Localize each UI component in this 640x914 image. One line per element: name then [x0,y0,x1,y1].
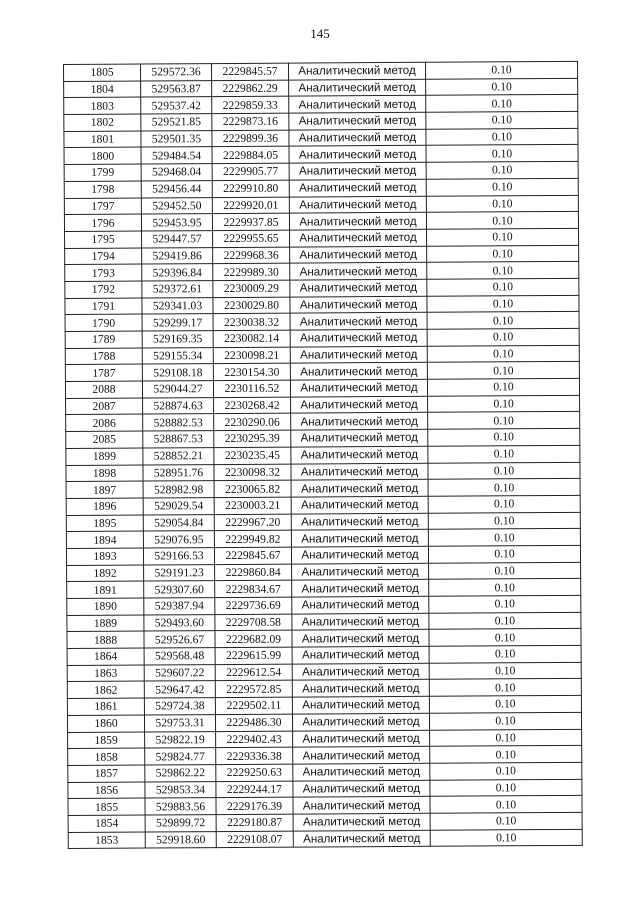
y-coordinate-cell: 2229845.57 [212,63,289,80]
x-coordinate-cell: 529563.87 [141,80,212,97]
method-cell: Аналитический метод [289,162,426,180]
method-cell: Аналитический метод [292,563,429,581]
method-cell: Аналитический метод [291,496,428,514]
method-cell: Аналитический метод [292,630,429,648]
y-coordinate-cell: 2229708.58 [215,614,292,631]
y-coordinate-cell: 2230116.52 [213,380,290,397]
y-coordinate-cell: 2229967.20 [214,514,291,531]
x-coordinate-cell: 528882.53 [143,414,214,431]
method-cell: Аналитический метод [291,396,428,414]
method-cell: Аналитический метод [293,813,430,831]
error-cell: 0.10 [426,111,578,129]
point-number-cell: 1798 [64,181,141,198]
x-coordinate-cell: 529191.23 [144,564,215,581]
method-cell: Аналитический метод [292,580,429,598]
x-coordinate-cell: 529647.42 [144,681,215,698]
error-cell: 0.10 [429,595,581,613]
x-coordinate-cell: 529447.57 [142,230,213,247]
x-coordinate-cell: 529054.84 [143,514,214,531]
point-number-cell: 1863 [67,665,144,682]
x-coordinate-cell: 529572.36 [141,64,212,81]
error-cell: 0.10 [428,512,580,530]
error-cell: 0.10 [427,362,579,380]
method-cell: Аналитический метод [289,96,426,114]
point-number-cell: 1800 [64,147,141,164]
x-coordinate-cell: 529169.35 [142,331,213,348]
method-cell: Аналитический метод [293,746,430,764]
error-cell: 0.10 [429,662,581,680]
x-coordinate-cell: 529372.61 [142,281,213,298]
point-number-cell: 1790 [65,314,142,331]
error-cell: 0.10 [426,128,578,146]
method-cell: Аналитический метод [292,663,429,681]
point-number-cell: 1796 [64,214,141,231]
y-coordinate-cell: 2229905.77 [212,163,289,180]
error-cell: 0.10 [428,462,580,480]
y-coordinate-cell: 2229968.36 [213,247,290,264]
error-cell: 0.10 [428,495,580,513]
y-coordinate-cell: 2229955.65 [213,230,290,247]
y-coordinate-cell: 2229612.54 [215,664,292,681]
x-coordinate-cell: 529724.38 [144,698,215,715]
point-number-cell: 1893 [66,548,143,565]
error-cell: 0.10 [428,479,580,497]
x-coordinate-cell: 529484.54 [141,147,212,164]
x-coordinate-cell: 529493.60 [144,614,215,631]
x-coordinate-cell: 528982.98 [143,481,214,498]
method-cell: Аналитический метод [290,279,427,297]
point-number-cell: 1801 [64,131,141,148]
error-cell: 0.10 [427,278,579,296]
error-cell: 0.10 [428,428,580,446]
coordinates-table [63,61,583,849]
method-cell: Аналитический метод [293,730,430,748]
point-number-cell: 1855 [68,798,145,815]
y-coordinate-cell: 2230154.30 [213,363,290,380]
error-cell: 0.10 [427,295,579,313]
error-cell: 0.10 [427,262,579,280]
y-coordinate-cell: 2230098.21 [213,347,290,364]
method-cell: Аналитический метод [293,830,430,848]
x-coordinate-cell: 529526.67 [144,631,215,648]
x-coordinate-cell: 529468.04 [141,164,212,181]
point-number-cell: 1805 [64,64,141,81]
method-cell: Аналитический метод [293,763,430,781]
point-number-cell: 1804 [64,81,141,98]
x-coordinate-cell: 529076.95 [143,531,214,548]
x-coordinate-cell: 529899.72 [145,815,216,832]
y-coordinate-cell: 2229949.82 [214,530,291,547]
error-cell: 0.10 [427,312,579,330]
method-cell: Аналитический метод [289,146,426,164]
y-coordinate-cell: 2230082.14 [213,330,290,347]
method-cell: Аналитический метод [289,129,426,147]
x-coordinate-cell: 529824.77 [145,748,216,765]
x-coordinate-cell: 529166.53 [143,548,214,565]
point-number-cell: 1803 [64,97,141,114]
y-coordinate-cell: 2230235.45 [214,447,291,464]
method-cell: Аналитический метод [290,329,427,347]
y-coordinate-cell: 2229736.69 [215,597,292,614]
point-number-cell: 1802 [64,114,141,131]
point-number-cell: 1792 [65,281,142,298]
method-cell: Аналитический метод [291,513,428,531]
error-cell: 0.10 [430,762,582,780]
method-cell: Аналитический метод [293,780,430,798]
y-coordinate-cell: 2229486.30 [215,714,292,731]
y-coordinate-cell: 2229336.38 [216,747,293,764]
method-cell: Аналитический метод [291,446,428,464]
x-coordinate-cell: 529044.27 [142,381,213,398]
y-coordinate-cell: 2229108.07 [216,831,293,848]
method-cell: Аналитический метод [292,680,429,698]
table-row [68,829,582,849]
coordinates-table-body [64,61,583,848]
x-coordinate-cell: 529918.60 [145,831,216,848]
point-number-cell: 1899 [66,448,143,465]
error-cell: 0.10 [429,712,581,730]
method-cell: Аналитический метод [289,179,426,197]
method-cell: Аналитический метод [289,79,426,97]
x-coordinate-cell: 528867.53 [143,431,214,448]
x-coordinate-cell: 529299.17 [142,314,213,331]
point-number-cell: 1864 [67,648,144,665]
error-cell: 0.10 [429,695,581,713]
x-coordinate-cell: 528874.63 [143,397,214,414]
y-coordinate-cell: 2230038.32 [213,313,290,330]
x-coordinate-cell: 529607.22 [144,664,215,681]
x-coordinate-cell: 528852.21 [143,447,214,464]
point-number-cell: 2087 [66,398,143,415]
y-coordinate-cell: 2230268.42 [214,397,291,414]
y-coordinate-cell: 2230295.39 [214,430,291,447]
method-cell: Аналитический метод [290,379,427,397]
error-cell: 0.10 [428,529,580,547]
x-coordinate-cell: 529822.19 [145,731,216,748]
method-cell: Аналитический метод [290,313,427,331]
point-number-cell: 1856 [68,782,145,799]
error-cell: 0.10 [430,812,582,830]
point-number-cell: 1789 [65,331,142,348]
y-coordinate-cell: 2230009.29 [213,280,290,297]
y-coordinate-cell: 2229176.39 [216,797,293,814]
method-cell: Аналитический метод [291,429,428,447]
error-cell: 0.10 [430,796,582,814]
y-coordinate-cell: 2229873.16 [212,113,289,130]
method-cell: Аналитический метод [290,363,427,381]
error-cell: 0.10 [430,779,582,797]
error-cell: 0.10 [426,178,578,196]
method-cell: Аналитический метод [289,212,426,230]
point-number-cell: 2088 [65,381,142,398]
y-coordinate-cell: 2229859.33 [212,96,289,113]
error-cell: 0.10 [428,545,580,563]
method-cell: Аналитический метод [290,246,427,264]
x-coordinate-cell: 529862.22 [145,764,216,781]
x-coordinate-cell: 529883.56 [145,798,216,815]
error-cell: 0.10 [427,378,579,396]
point-number-cell: 1791 [65,298,142,315]
x-coordinate-cell: 529501.35 [141,130,212,147]
point-number-cell: 2086 [66,414,143,431]
method-cell: Аналитический метод [292,696,429,714]
method-cell: Аналитический метод [293,797,430,815]
x-coordinate-cell: 529521.85 [141,114,212,131]
error-cell: 0.10 [427,228,579,246]
error-cell: 0.10 [426,95,578,113]
error-cell: 0.10 [427,245,579,263]
y-coordinate-cell: 2230290.06 [214,414,291,431]
method-cell: Аналитический метод [291,479,428,497]
point-number-cell: 1795 [65,231,142,248]
error-cell: 0.10 [428,395,580,413]
x-coordinate-cell: 529155.34 [142,347,213,364]
error-cell: 0.10 [427,328,579,346]
method-cell: Аналитический метод [292,596,429,614]
y-coordinate-cell: 2229920.01 [212,197,289,214]
x-coordinate-cell: 529753.31 [144,714,215,731]
point-number-cell: 1857 [68,765,145,782]
point-number-cell: 1854 [68,815,145,832]
method-cell: Аналитический метод [288,62,425,80]
y-coordinate-cell: 2230065.82 [214,480,291,497]
x-coordinate-cell: 528951.76 [143,464,214,481]
error-cell: 0.10 [430,729,582,747]
page-number: 145 [310,26,330,41]
point-number-cell: 1898 [66,465,143,482]
error-cell: 0.10 [428,412,580,430]
x-coordinate-cell: 529452.50 [141,197,212,214]
point-number-cell: 1860 [67,715,144,732]
x-coordinate-cell: 529453.95 [141,214,212,231]
point-number-cell: 1862 [67,681,144,698]
error-cell: 0.10 [429,629,581,647]
point-number-cell: 2085 [66,431,143,448]
y-coordinate-cell: 2229910.80 [212,180,289,197]
error-cell: 0.10 [430,746,582,764]
point-number-cell: 1859 [68,732,145,749]
y-coordinate-cell: 2229244.17 [216,781,293,798]
point-number-cell: 1890 [67,598,144,615]
error-cell: 0.10 [429,579,581,597]
x-coordinate-cell: 529108.18 [142,364,213,381]
y-coordinate-cell: 2229180.87 [216,814,293,831]
x-coordinate-cell: 529456.44 [141,180,212,197]
error-cell: 0.10 [425,61,577,79]
x-coordinate-cell: 529029.54 [143,497,214,514]
y-coordinate-cell: 2229860.84 [215,564,292,581]
error-cell: 0.10 [430,829,582,847]
point-number-cell: 1891 [67,581,144,598]
point-number-cell: 1861 [67,698,144,715]
error-cell: 0.10 [426,78,578,96]
point-number-cell: 1894 [66,531,143,548]
point-number-cell: 1888 [67,631,144,648]
point-number-cell: 1787 [65,364,142,381]
y-coordinate-cell: 2229884.05 [212,147,289,164]
point-number-cell: 1797 [64,198,141,215]
method-cell: Аналитический метод [291,546,428,564]
error-cell: 0.10 [429,679,581,697]
y-coordinate-cell: 2229845.67 [214,547,291,564]
error-cell: 0.10 [427,345,579,363]
method-cell: Аналитический метод [292,646,429,664]
point-number-cell: 1895 [66,515,143,532]
method-cell: Аналитический метод [289,196,426,214]
method-cell: Аналитический метод [290,229,427,247]
y-coordinate-cell: 2229502.11 [215,697,292,714]
point-number-cell: 1799 [64,164,141,181]
method-cell: Аналитический метод [290,296,427,314]
y-coordinate-cell: 2230003.21 [214,497,291,514]
point-number-cell: 1788 [65,348,142,365]
x-coordinate-cell: 529396.84 [142,264,213,281]
y-coordinate-cell: 2229937.85 [212,213,289,230]
point-number-cell: 1793 [65,264,142,281]
point-number-cell: 1794 [65,248,142,265]
error-cell: 0.10 [426,195,578,213]
y-coordinate-cell: 2229250.63 [216,764,293,781]
x-coordinate-cell: 529307.60 [144,581,215,598]
error-cell: 0.10 [426,161,578,179]
x-coordinate-cell: 529341.03 [142,297,213,314]
x-coordinate-cell: 529853.34 [145,781,216,798]
y-coordinate-cell: 2229899.36 [212,130,289,147]
y-coordinate-cell: 2229862.29 [212,80,289,97]
error-cell: 0.10 [428,445,580,463]
method-cell: Аналитический метод [292,713,429,731]
method-cell: Аналитический метод [291,413,428,431]
error-cell: 0.10 [426,145,578,163]
method-cell: Аналитический метод [291,463,428,481]
point-number-cell: 1896 [66,498,143,515]
method-cell: Аналитический метод [291,530,428,548]
method-cell: Аналитический метод [292,613,429,631]
method-cell: Аналитический метод [290,346,427,364]
point-number-cell: 1892 [67,565,144,582]
error-cell: 0.10 [429,612,581,630]
point-number-cell: 1853 [68,832,145,849]
point-number-cell: 1897 [66,481,143,498]
error-cell: 0.10 [429,562,581,580]
x-coordinate-cell: 529387.94 [144,598,215,615]
y-coordinate-cell: 2229572.85 [215,681,292,698]
y-coordinate-cell: 2230098.32 [214,464,291,481]
y-coordinate-cell: 2229682.09 [215,630,292,647]
point-number-cell: 1858 [68,748,145,765]
method-cell: Аналитический метод [289,112,426,130]
y-coordinate-cell: 2229834.67 [215,580,292,597]
y-coordinate-cell: 2229615.99 [215,647,292,664]
y-coordinate-cell: 2229989.30 [213,263,290,280]
y-coordinate-cell: 2229402.43 [216,731,293,748]
x-coordinate-cell: 529568.48 [144,648,215,665]
point-number-cell: 1889 [67,615,144,632]
error-cell: 0.10 [429,645,581,663]
x-coordinate-cell: 529537.42 [141,97,212,114]
x-coordinate-cell: 529419.86 [142,247,213,264]
method-cell: Аналитический метод [290,263,427,281]
y-coordinate-cell: 2230029.80 [213,297,290,314]
error-cell: 0.10 [426,212,578,230]
